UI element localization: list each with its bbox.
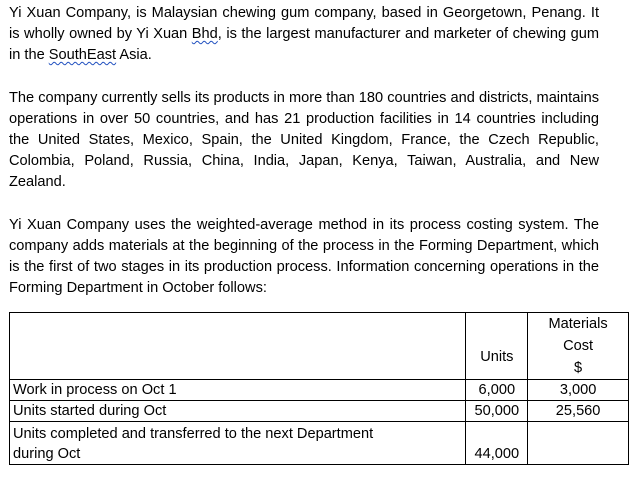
spellcheck-word-bhd: Bhd	[191, 26, 218, 42]
header-materials-cell	[528, 313, 629, 380]
intro-text-end: Asia.	[116, 47, 152, 63]
row-materials	[528, 422, 629, 465]
row-units: 50,000	[466, 401, 528, 422]
document-body	[9, 3, 599, 311]
table-row	[10, 401, 629, 422]
row-units: 6,000	[466, 380, 528, 401]
header-materials-label: Materials	[548, 316, 608, 332]
table-row	[10, 380, 629, 401]
spellcheck-word-southeast: SouthEast	[48, 47, 117, 63]
table-row	[10, 422, 629, 465]
row-label: Units started during Oct	[10, 401, 466, 422]
header-description-cell	[10, 313, 466, 380]
header-cost-label: Cost	[563, 338, 594, 354]
intro-text-middle: , is the largest manufacturer and marketer of chewing gum in the	[9, 26, 600, 63]
paragraph-company-intro	[9, 3, 599, 66]
paragraph-costing-method: Yi Xuan Company uses the weighted-average method in its process costing system. The company adds materials at the beginning of the process in the Forming Department, which is the first of two stages in its production process. Information concerning operations in the Forming Department in October follows:	[9, 217, 599, 296]
paragraph-operations: The company currently sells its products in more than 180 countries and districts, maintains operations in over 50 countries, and has 21 production facilities in 14 countries including the United States, Mexico, Spain, the United Kingdom, France, the Czech Republic, Colombia, Poland, Russia, China, India, Japan, Kenya, Taiwan, Australia, and New Zealand.	[9, 90, 599, 190]
intro-text-start: Yi Xuan Company, is Malaysian chewing gum company, based in Georgetown, Penang. It is wholly owned by Yi Xuan	[9, 5, 599, 42]
row-materials: 3,000	[528, 380, 629, 401]
row-materials: 25,560	[528, 401, 629, 422]
header-units-cell	[466, 313, 528, 380]
row-label: Work in process on Oct 1	[10, 380, 466, 401]
forming-department-table	[9, 312, 629, 465]
table-header-row	[10, 313, 629, 380]
header-units-label: Units	[480, 349, 514, 365]
header-currency-label: $	[574, 360, 583, 376]
row-label: Units completed and transferred to the next Department during Oct	[10, 422, 466, 465]
row-units: 44,000	[466, 422, 528, 465]
